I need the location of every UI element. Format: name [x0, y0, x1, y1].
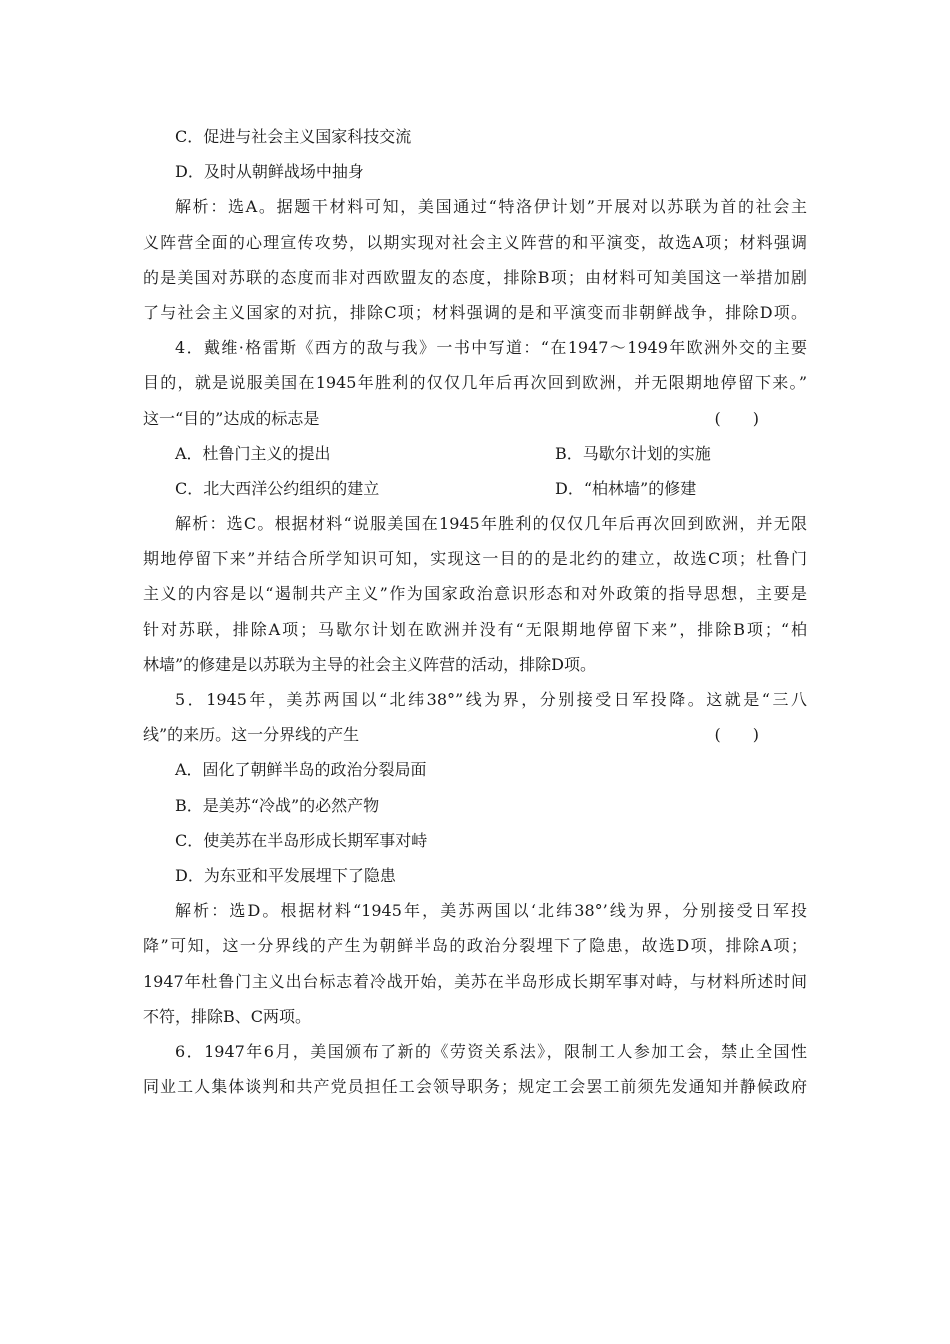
q5-stem-line: 5．1945年，美苏两国以“北纬38°”线为界，分别接受日军投降。这就是“三八: [175, 690, 807, 709]
q4-option-c: C．北大西洋公约组织的建立: [175, 478, 380, 498]
q5-analysis-line: 1947年杜鲁门主义出台标志着冷战开始，美苏在半岛形成长期军事对峙，与材料所述时间: [143, 971, 807, 991]
q4-analysis-line: 主义的内容是以“遏制共产主义”作为国家政治意识形态和对外政策的指导思想，主要是: [143, 584, 807, 604]
q5-option-a: A．固化了朝鲜半岛的政治分裂局面: [175, 760, 427, 780]
q3-analysis-line: 的是美国对苏联的态度而非对西欧盟友的态度，排除B项；由材料可知美国这一举措加剧: [143, 267, 807, 287]
q6-stem-line: 同业工人集体谈判和共产党员担任工会领导职务；规定工会罢工前须先发通知并静候政府: [143, 1077, 807, 1097]
q5-stem-text: 线”的来历。这一分界线的产生: [143, 725, 360, 745]
q4-option-b: B．马歇尔计划的实施: [555, 443, 711, 463]
q3-analysis-line: 解析：选A。据题干材料可知，美国通过“特洛伊计划”开展对以苏联为首的社会主: [175, 197, 807, 217]
q6-stem-line: 6．1947年6月，美国颁布了新的《劳资关系法》，限制工人参加工会，禁止全国性: [175, 1041, 807, 1061]
q4-stem-line: 目的，就是说服美国在1945年胜利的仅仅几年后再次回到欧洲，并无限期地停留下来。”: [143, 373, 807, 393]
q3-analysis-line: 义阵营全面的心理宣传攻势，以期实现对社会主义阵营的和平演变，故选A项；材料强调: [143, 232, 807, 252]
q4-answer-blank: ( ): [714, 408, 759, 428]
q3-option-d: D．及时从朝鲜战场中抽身: [175, 162, 364, 182]
q5-option-b: B．是美苏“冷战”的必然产物: [175, 795, 380, 815]
q4-options-row-2: [143, 471, 807, 506]
q5-option-d: D．为东亚和平发展埋下了隐患: [175, 865, 396, 885]
q5-stem-last-line: [143, 717, 807, 752]
q5-analysis-line: 不符，排除B、C两项。: [143, 1006, 312, 1026]
q4-analysis-line: 针对苏联，排除A项；马歇尔计划在欧洲并没有“无限期地停留下来”，排除B项；“柏: [143, 619, 807, 639]
q3-analysis-line: 了与社会主义国家的对抗，排除C项；材料强调的是和平演变而非朝鲜战争，排除D项。: [143, 302, 807, 322]
q5-answer-blank: ( ): [714, 725, 759, 745]
page-content: [143, 119, 807, 1104]
q5-analysis-line: 降”可知，这一分界线的产生为朝鲜半岛的政治分裂埋下了隐患，故选D项，排除A项；: [143, 936, 807, 956]
q4-stem-last-line: [143, 401, 807, 436]
q4-stem-line: 4．戴维·格雷斯《西方的敌与我》一书中写道：“在1947～1949年欧洲外交的主要: [175, 338, 807, 358]
q4-options-row-1: [143, 436, 807, 471]
q4-analysis-line: 林墙”的修建是以苏联为主导的社会主义阵营的活动，排除D项。: [143, 654, 597, 674]
q4-option-d: D．“柏林墙”的修建: [555, 478, 697, 498]
q4-option-a: A．杜鲁门主义的提出: [175, 443, 331, 463]
q4-analysis-line: 期地停留下来”并结合所学知识可知，实现这一目的的是北约的建立，故选C项；杜鲁门: [143, 549, 807, 569]
q3-option-c: C．促进与社会主义国家科技交流: [175, 127, 412, 146]
q4-stem-text: 这一“目的”达成的标志是: [143, 408, 320, 428]
q5-option-c: C．使美苏在半岛形成长期军事对峙: [175, 830, 428, 850]
q4-analysis-line: 解析：选C。根据材料“说服美国在1945年胜利的仅仅几年后再次回到欧洲，并无限: [175, 514, 807, 534]
q5-analysis-line: 解析：选D。根据材料“1945年，美苏两国以‘北纬38°’线为界，分别接受日军投: [175, 901, 807, 921]
